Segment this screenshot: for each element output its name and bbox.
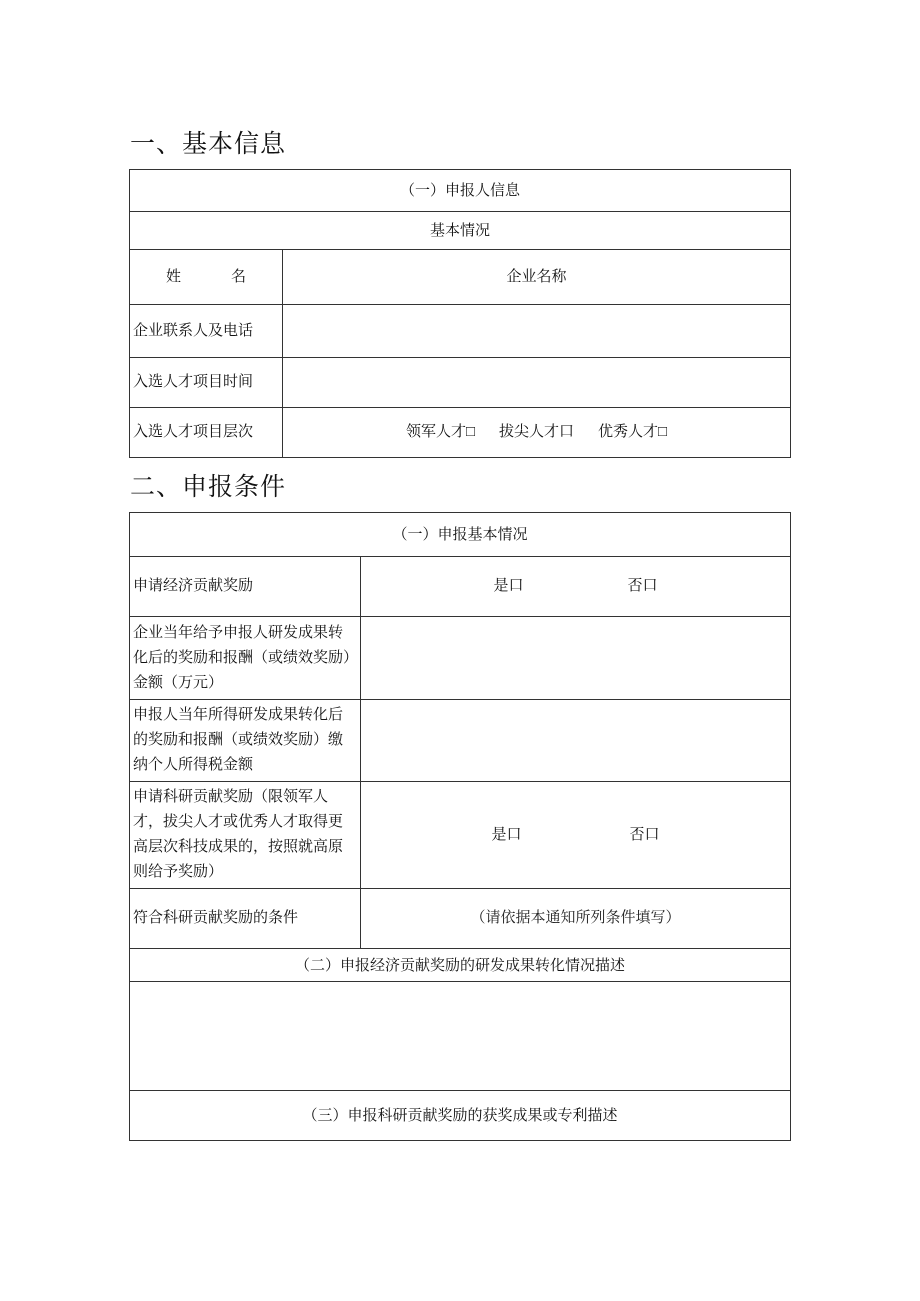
- section-heading-basic-info: 一、基本信息: [130, 129, 287, 158]
- sci-reward-label: 申请科研贡献奖励（限领军人才，拔尖人才或优秀人才取得更高层次科技成果的，按照就高原则给予奖励）: [130, 782, 361, 889]
- name-label-char-2: 名: [231, 268, 247, 285]
- conditions-label: 符合科研贡献奖励的条件: [130, 889, 361, 949]
- sci-reward-yes[interactable]: 是口: [491, 826, 522, 843]
- sci-reward-no[interactable]: 否口: [629, 826, 660, 843]
- option-excellent-talent[interactable]: 优秀人才□: [598, 424, 668, 440]
- econ-reward-yes[interactable]: 是口: [493, 578, 524, 594]
- part2-description-area[interactable]: [130, 982, 791, 1091]
- name-label-char-1: 姓: [165, 268, 181, 285]
- talent-project-time-value[interactable]: [283, 358, 791, 408]
- talent-project-time-label: 入选人才项目时间: [130, 358, 283, 408]
- contact-label: 企业联系人及电话: [130, 305, 283, 358]
- part3-title: （三）申报科研贡献奖励的获奖成果或专利描述: [130, 1091, 791, 1141]
- talent-project-level-options: [283, 408, 791, 458]
- contact-value[interactable]: [283, 305, 791, 358]
- econ-reward-no[interactable]: 否口: [627, 578, 658, 594]
- section-heading-conditions: 二、申报条件: [130, 472, 287, 501]
- econ-reward-options: [361, 557, 791, 617]
- part2-title: （二）申报经济贡献奖励的研发成果转化情况描述: [130, 949, 791, 982]
- sci-reward-options: [361, 782, 791, 889]
- talent-project-level-label: 入选人才项目层次: [130, 408, 283, 458]
- tax-amount-label: 申报人当年所得研发成果转化后的奖励和报酬（或绩效奖励）缴纳个人所得税金额: [130, 700, 361, 782]
- option-top-talent[interactable]: 拔尖人才口: [499, 424, 575, 440]
- company-name-label: 企业名称: [283, 250, 791, 305]
- tax-amount-value[interactable]: [361, 700, 791, 782]
- company-award-value[interactable]: [361, 617, 791, 700]
- econ-reward-label: 申请经济贡献奖励: [130, 557, 361, 617]
- conditions-table: [129, 512, 791, 1141]
- applicant-info-title: （一）申报人信息: [130, 170, 791, 212]
- conditions-hint[interactable]: （请依据本通知所列条件填写）: [361, 889, 791, 949]
- company-award-label: 企业当年给予申报人研发成果转化后的奖励和报酬（或绩效奖励）金额（万元）: [130, 617, 361, 700]
- name-label: [130, 250, 283, 305]
- option-leading-talent[interactable]: 领军人才□: [405, 424, 475, 440]
- basic-situation-subtitle: 基本情况: [130, 212, 791, 250]
- conditions-title: （一）申报基本情况: [130, 513, 791, 557]
- applicant-info-table: [129, 169, 791, 458]
